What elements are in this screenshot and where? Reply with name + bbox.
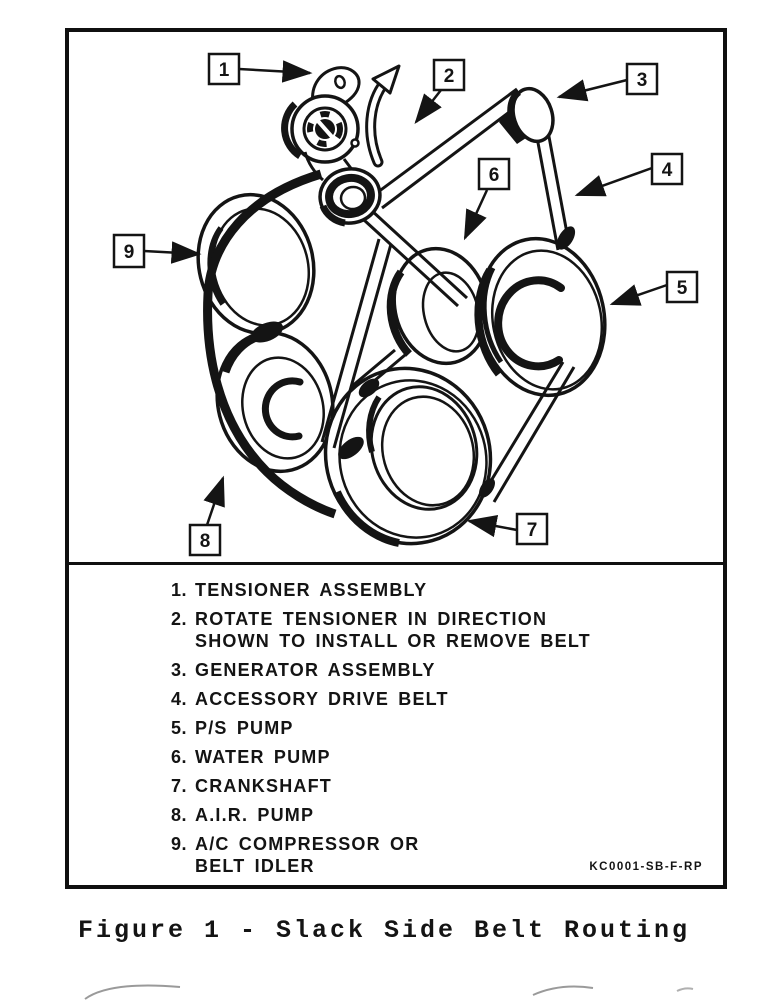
legend-label: ACCESSORY DRIVE BELT [195, 689, 449, 709]
legend-label: A/C COMPRESSOR OR [195, 834, 420, 854]
crankshaft-pulley [305, 349, 511, 562]
legend-number: 9. [171, 834, 188, 854]
callout-1-number: 1 [218, 60, 230, 81]
callout-9-number: 9 [123, 242, 135, 263]
figure-part-code: KC0001-SB-F-RP [589, 861, 703, 873]
callout-5-number: 5 [676, 278, 688, 299]
legend-number: 2. [171, 609, 188, 629]
legend-number: 1. [171, 580, 188, 600]
legend-item-5 [171, 717, 723, 739]
callout-4-number: 4 [661, 160, 673, 181]
callout-5 [612, 272, 697, 304]
callout-2-number: 2 [443, 66, 455, 87]
legend-label-line2: SHOWN TO INSTALL OR REMOVE BELT [195, 631, 591, 651]
legend-number: 8. [171, 805, 188, 825]
legend-item-8 [171, 804, 723, 826]
callout-1 [209, 54, 310, 84]
next-figure-cutoff-marks [65, 975, 705, 1005]
legend-number: 6. [171, 747, 188, 767]
legend-item-3 [171, 659, 723, 681]
callout-3-number: 3 [636, 70, 648, 91]
callout-6 [465, 159, 509, 238]
callout-7 [469, 514, 547, 544]
belt-routing-svg [69, 32, 723, 562]
legend-label: GENERATOR ASSEMBLY [195, 660, 436, 680]
legend-label-line2: BELT IDLER [195, 856, 315, 876]
legend-label: ROTATE TENSIONER IN DIRECTION [195, 609, 548, 629]
belt-routing-drawing [69, 32, 723, 562]
callout-9 [114, 235, 199, 267]
callout-8 [190, 478, 223, 555]
legend-number: 5. [171, 718, 188, 738]
callout-2 [416, 60, 464, 122]
figure-border-box [65, 28, 727, 889]
legend-number: 4. [171, 689, 188, 709]
legend-label: TENSIONER ASSEMBLY [195, 580, 428, 600]
ps-pump-pulley [465, 227, 619, 407]
legend-label: A.I.R. PUMP [195, 805, 315, 825]
legend-label: CRANKSHAFT [195, 776, 332, 796]
callout-4 [577, 154, 682, 195]
rotate-direction-arrow [371, 66, 399, 162]
callout-7-number: 7 [526, 520, 538, 541]
callout-3 [559, 64, 657, 97]
legend-number: 3. [171, 660, 188, 680]
legend [69, 562, 723, 877]
callout-6-number: 6 [488, 165, 500, 186]
legend-item-7 [171, 775, 723, 797]
legend-label: P/S PUMP [195, 718, 294, 738]
callout-8-number: 8 [199, 531, 211, 552]
legend-item-6 [171, 746, 723, 768]
figure-caption: Figure 1 - Slack Side Belt Routing [77, 916, 691, 945]
legend-label: WATER PUMP [195, 747, 331, 767]
legend-item-1 [171, 579, 723, 601]
legend-item-2 [171, 608, 723, 652]
legend-number: 7. [171, 776, 188, 796]
legend-item-4 [171, 688, 723, 710]
